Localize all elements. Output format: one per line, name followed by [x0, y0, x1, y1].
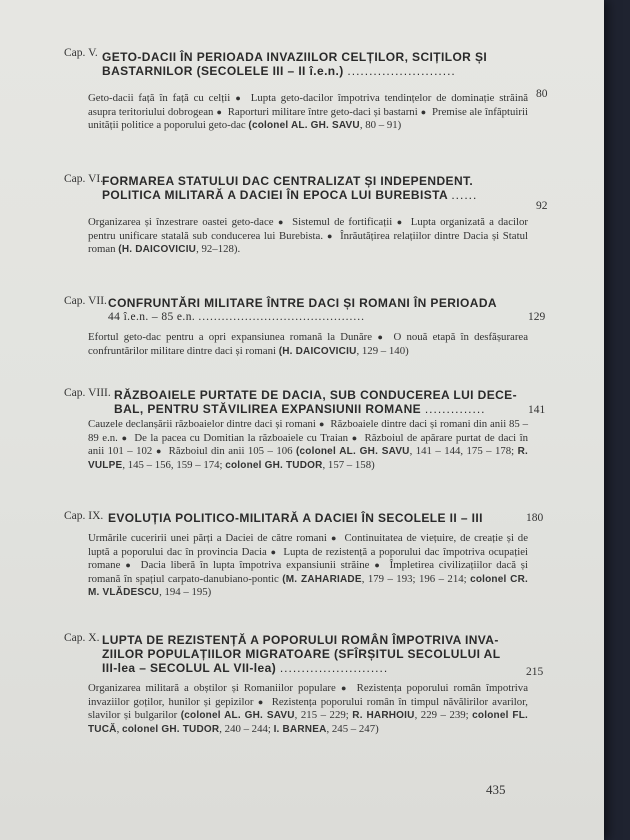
chapter-title-line: FORMAREA STATULUI DAC CENTRALIZAT ȘI INDEPENDENT. — [102, 174, 474, 188]
chapter-page-number: 80 — [536, 88, 548, 100]
author-name: colonel FL. TUCĂ — [88, 710, 528, 735]
chapter-page-number: 141 — [528, 404, 546, 416]
summary-text: De la pacea cu Domitian la războaiele cu Traian — [134, 431, 349, 444]
bullet-separator: ● — [120, 432, 128, 443]
chapter-number: Cap. X. — [64, 632, 100, 644]
chapter-number: Cap. VI. — [64, 173, 104, 185]
chapter-title — [102, 633, 542, 675]
chapter-title — [108, 511, 542, 525]
summary-text: Efortul geto-dac pentru a opri expansiunea romană la Dunăre — [88, 331, 373, 343]
chapter-number: Cap. V. — [64, 47, 98, 59]
chapter-title-line-text: 44 î.e.n. – 85 e.n. — [108, 311, 196, 323]
summary-text: Lupta de rezistență a poporului dac împotriva ocupației romane — [88, 545, 529, 572]
summary-text: , 215 – 229; — [294, 709, 353, 722]
leader-dots: ...... — [451, 188, 478, 202]
chapter-summary — [88, 331, 528, 358]
summary-text: Războaiele dintre daci și romani din anii 85 – 89 e.n. — [88, 418, 529, 444]
leader-dots: ......................... — [347, 64, 456, 78]
chapter-page-number: 215 — [526, 666, 544, 678]
chapter-title-line — [108, 310, 542, 324]
chapter-number: Cap. VII. — [64, 295, 107, 307]
author-name: R. VULPE — [88, 446, 529, 471]
chapter-number: Cap. VIII. — [64, 387, 111, 399]
chapter-summary — [88, 216, 528, 257]
summary-text: Lupta organizată a dacilor pentru unificare statală sub conducerea lui Burebista. — [88, 216, 529, 242]
author-name: colonel GH. TUDOR — [121, 723, 220, 735]
chapter-page-number: 129 — [528, 311, 546, 323]
summary-text: Cauzele declanșării războaielor dintre daci și romani — [88, 418, 316, 430]
summary-text: , 229 – 239; — [414, 709, 473, 722]
chapter-title-line — [102, 661, 542, 675]
summary-text: Raporturi militare între geto-daci și bastarni — [227, 105, 418, 118]
summary-text: Rezistența poporului român în timpul năvălirilor avarilor, slavilor și bulgarilor — [88, 695, 528, 722]
author-name: colonel GH. TUDOR — [225, 459, 323, 471]
chapter-page-number: 180 — [526, 512, 544, 524]
summary-text: Organizarea și înzestrare oastei geto-dace — [88, 216, 274, 228]
summary-text: , 179 – 193; 196 – 214; — [361, 572, 471, 585]
summary-text: Lupta geto-dacilor împotriva tendințelor de dominație străină asupra teritoriului dobrogean — [88, 92, 529, 118]
bullet-separator: ● — [216, 106, 222, 117]
chapter-title-line: GETO-DACII ÎN PERIOADA INVAZIILOR CELȚILOR, SCIȚILOR ȘI — [102, 50, 488, 64]
bullet-separator: ● — [269, 546, 277, 557]
chapter-title-line: ZIILOR POPULAȚIILOR MIGRATOARE (SFÎRȘITUL SECOLULUI AL — [102, 647, 501, 661]
author-name: (M. ZAHARIADE — [282, 573, 362, 585]
chapter-title-line — [102, 188, 542, 202]
chapter-summary — [88, 682, 528, 736]
summary-text: Dacia liberă în lupta împotriva expansiunii străine — [140, 559, 370, 572]
summary-text: , 194 – 195) — [159, 586, 212, 599]
chapter-summary — [88, 532, 528, 600]
chapter-title-line: LUPTA DE REZISTENȚĂ A POPORULUI ROMÂN ÎMPOTRIVA INVA- — [102, 633, 499, 647]
author-name: R. HARHOIU — [352, 710, 415, 722]
author-name: (colonel AL. GH. SAVU — [295, 446, 410, 458]
chapter-title — [102, 174, 542, 202]
summary-text: , 245 – 247) — [326, 722, 379, 735]
chapter-title-line: EVOLUȚIA POLITICO-MILITARĂ A DACIEI ÎN SECOLELE II – III — [108, 511, 483, 525]
summary-text: Sistemul de fortificații — [292, 216, 393, 228]
bullet-separator: ● — [233, 93, 243, 103]
summary-text: , 129 – 140) — [356, 344, 409, 357]
leader-dots: ......................... — [279, 661, 389, 675]
bullet-separator: ● — [318, 419, 325, 429]
bullet-separator: ● — [155, 446, 163, 457]
bullet-separator: ● — [326, 230, 334, 241]
bullet-separator: ● — [395, 217, 404, 227]
author-name: (H. DAICOVICIU — [278, 345, 357, 357]
bullet-separator: ● — [420, 106, 427, 117]
chapter-summary — [88, 418, 528, 472]
chapter-title-line: CONFRUNTĂRI MILITARE ÎNTRE DACI ȘI ROMANI ÎN PERIOADA — [108, 296, 497, 310]
chapter-title — [114, 388, 544, 416]
author-name: I. BARNEA — [273, 723, 327, 735]
leader-dots: ........................................... — [198, 311, 366, 323]
chapter-title-line: RĂZBOAIELE PURTATE DE DACIA, SUB CONDUCEREA LUI DECE- — [114, 388, 517, 402]
bullet-separator: ● — [329, 533, 338, 543]
summary-text: Organizarea militară a obștilor și Romaniilor populare — [88, 682, 336, 694]
summary-text: , 240 – 244; — [219, 722, 274, 735]
bullet-separator: ● — [256, 696, 265, 707]
summary-text: , 157 – 158) — [322, 458, 375, 471]
author-name: (colonel AL. GH. SAVU — [180, 710, 295, 722]
summary-text: Împletirea civilizațiilor dacă și romană în spațiul carpato-danubiano-pontic — [88, 559, 529, 585]
summary-text: Războiul din anii 105 – 106 — [168, 445, 296, 458]
chapter-title-line-text: BAL, PENTRU STĂVILIREA EXPANSIUNII ROMANE — [114, 402, 422, 416]
summary-text: Rezistența poporului român împotriva invaziilor goților, hunilor și gepizilor — [88, 682, 528, 708]
summary-text: Războiul de apărare purtat de daci în anii 101 – 102 — [88, 431, 529, 458]
summary-text: Geto-dacii față în față cu celții — [88, 92, 231, 104]
chapter-title-line — [114, 402, 544, 416]
summary-text: Continuitatea de viețuire, de creație și de luptă a poporului dac în provincia Dacia — [88, 532, 528, 558]
author-name: (H. DAICOVICIU — [118, 244, 197, 256]
bullet-separator: ● — [338, 683, 349, 693]
chapter-number: Cap. IX. — [64, 510, 104, 522]
chapter-title — [108, 296, 542, 324]
chapter-title-line-text: POLITICA MILITARĂ A DACIEI ÎN EPOCA LUI BUREBISTA — [102, 188, 448, 202]
chapter-summary — [88, 92, 528, 133]
chapter-title-line-text: BASTARNILOR (SECOLELE III – II î.e.n.) — [102, 64, 344, 78]
bullet-separator: ● — [372, 560, 382, 571]
summary-text: , 80 – 91) — [359, 119, 402, 132]
chapter-page-number: 92 — [536, 200, 548, 212]
summary-text: , — [116, 722, 122, 735]
author-name: colonel CR. M. VLĂDESCU — [88, 573, 529, 599]
chapter-title — [102, 50, 542, 78]
author-name: (colonel AL. GH. SAVU — [248, 120, 360, 132]
summary-text: Urmările cuceririi unei părți a Daciei de către romani — [88, 532, 327, 544]
bullet-separator: ● — [351, 432, 359, 443]
summary-text: , 92–128). — [196, 243, 241, 256]
summary-text: Premise ale înfăptuirii unității politice a poporului geto-dac — [88, 105, 529, 132]
bullet-separator: ● — [375, 332, 386, 342]
page-number: 435 — [486, 782, 506, 797]
bullet-separator: ● — [123, 560, 133, 571]
bullet-separator: ● — [276, 217, 285, 227]
summary-text: , 141 – 144, 175 – 178; — [409, 445, 518, 458]
chapter-title-line-text: III-lea – SECOLUL AL VII-lea) — [102, 661, 277, 675]
summary-text: O nouă etapă în desfășurarea confruntărilor militare dintre daci și romani — [88, 331, 529, 357]
summary-text: , 145 – 156, 159 – 174; — [122, 458, 226, 471]
chapter-title-line — [102, 64, 542, 78]
summary-text: Înrăutățirea relațiilor dintre Dacia și Statul roman — [88, 229, 528, 256]
leader-dots: .............. — [424, 402, 486, 416]
